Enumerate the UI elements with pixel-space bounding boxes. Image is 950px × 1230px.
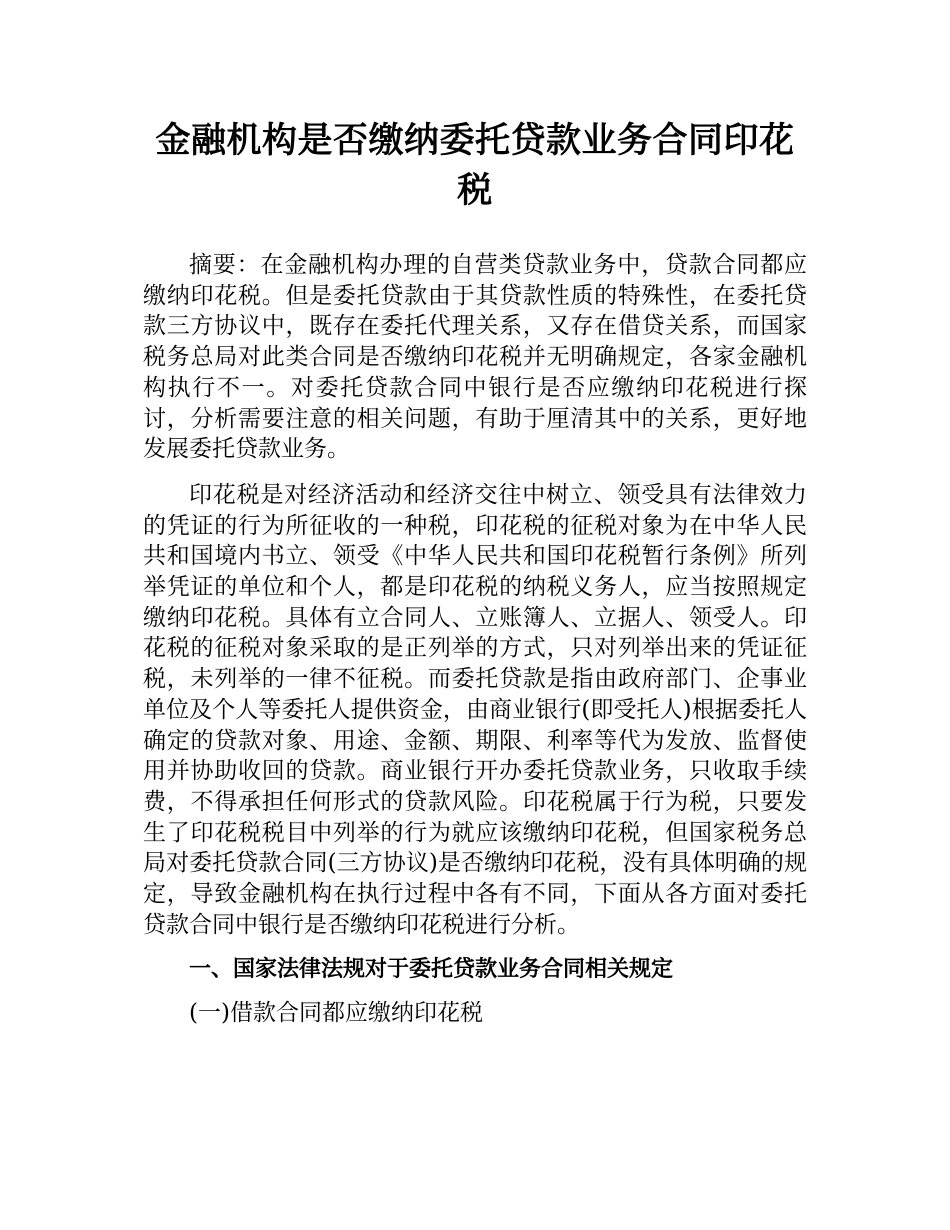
section-heading: 一、国家法律法规对于委托贷款业务合同相关规定: [189, 957, 674, 983]
abstract-paragraph: 摘要：在金融机构办理的自营类贷款业务中，贷款合同都应缴纳印花税。但是委托贷款由于其贷款性质的特殊性，在委托贷款三方协议中，既存在委托代理关系，又存在借贷关系，而国家税务总局对此类合同是否缴纳印花税并无明确规定，各家金融机构执行不一。对委托贷款合同中银行是否应缴纳印花税进行探讨，分析需要注意的相关问题，有助于厘清其中的关系，更好地发展委托贷款业务。: [143, 252, 807, 463]
document-title: 金融机构是否缴纳委托贷款业务合同印花税: [155, 121, 795, 211]
subsection-heading: (一)借款合同都应缴纳印花税: [189, 1000, 483, 1027]
document-body: [143, 250, 807, 1028]
body-paragraph: 印花税是对经济活动和经济交往中树立、领受具有法律效力的凭证的行为所征收的一种税，印花税的征税对象为在中华人民共和国境内书立、领受《中华人民共和国印花税暂行条例》所列举凭证的单位和个人，都是印花税的纳税义务人，应当按照规定缴纳印花税。具体有立合同人、立账簿人、立据人、领受人。印花税的征税对象采取的是正列举的方式，只对列举出来的凭证征税，未列举的一律不征税。而委托贷款是指由政府部门、企事业单位及个人等委托人提供资金，由商业银行(即受托人)根据委托人确定的贷款对象、用途、金额、期限、利率等代为发放、监督使用并协助收回的贷款。商业银行开办委托贷款业务，只收取手续费，不得承担任何形式的贷款风险。印花税属于行为税，只要发生了印花税税目中列举的行为就应该缴纳印花税，但国家税务总局对委托贷款合同(三方协议)是否缴纳印花税，没有具体明确的规定，导致金融机构在执行过程中各有不同，下面从各方面对委托贷款合同中银行是否缴纳印花税进行分析。: [143, 481, 807, 938]
